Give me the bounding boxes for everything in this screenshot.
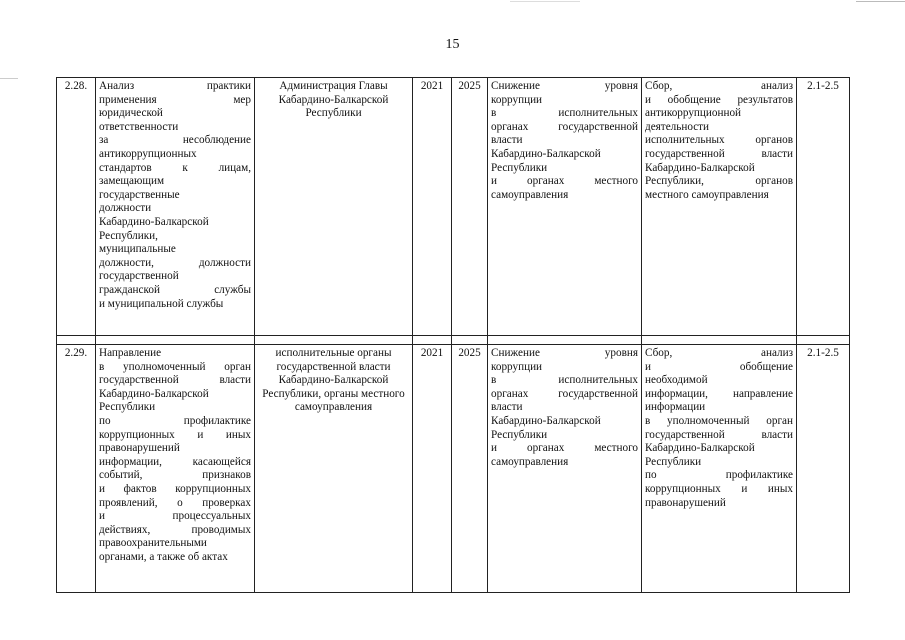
cell-line: органах государственной <box>491 387 638 400</box>
cell-line: замещающим <box>99 175 165 188</box>
cell-line: органами, а также об актах <box>99 550 228 563</box>
cell-line: коррупции <box>491 93 543 106</box>
cell-line: юридической <box>99 107 163 120</box>
cell-line: должности, должности <box>99 256 251 269</box>
cell-line: за несоблюдение <box>99 134 251 147</box>
cell-line: и фактов коррупционных <box>99 482 251 495</box>
cell-line: Кабардино-Балкарской <box>99 215 209 228</box>
spacer-cell <box>413 336 452 345</box>
scan-artifact-top-right <box>856 1 905 2</box>
cell-line: государственной власти <box>645 428 793 441</box>
cell-line: информации, направление <box>645 387 793 400</box>
cell-line: в исполнительных <box>491 107 638 120</box>
indicator <box>642 78 797 336</box>
spacer-cell <box>797 336 850 345</box>
start-year: 2021 <box>413 345 452 593</box>
cell-line: применения мер <box>99 93 251 106</box>
cell-line: Республики <box>645 455 702 468</box>
start-year: 2021 <box>413 78 452 336</box>
spacer-cell <box>642 336 797 345</box>
cell-line: Республики <box>491 161 548 174</box>
cell-line: коррупции <box>491 360 543 373</box>
cell-line: власти <box>491 401 523 414</box>
cell-line: государственной власти <box>99 374 251 387</box>
expected-result <box>488 345 642 593</box>
cell-line: Кабардино-Балкарской <box>491 414 601 427</box>
cell-line: исполнительных органов <box>645 134 793 147</box>
table-body <box>57 78 850 593</box>
cell-line: стандартов к лицам, <box>99 161 251 174</box>
cell-line: в уполномоченный орган <box>99 360 251 373</box>
cell-line: информации, касающейся <box>99 455 251 468</box>
cell-line: и органах местного <box>491 175 638 188</box>
cell-line: должности <box>99 202 152 215</box>
cell-line: по профилактике <box>99 414 251 427</box>
end-year: 2025 <box>452 345 488 593</box>
cell-line: государственной <box>99 270 179 283</box>
indicator <box>642 345 797 593</box>
measure-description <box>96 345 255 593</box>
scan-artifact-left <box>0 78 18 79</box>
cell-line: необходимой <box>645 374 708 387</box>
row-spacer <box>57 336 850 345</box>
cell-line: событий, признаков <box>99 469 251 482</box>
cell-line: самоуправления <box>491 188 569 201</box>
cell-line: Кабардино-Балкарской <box>491 147 601 160</box>
cell-line: Снижение уровня <box>491 80 638 92</box>
cell-line: органах государственной <box>491 120 638 133</box>
cell-line: государственной власти <box>645 147 793 160</box>
measure-description <box>96 78 255 336</box>
cell-line: гражданской службы <box>99 283 251 296</box>
cell-line: ответственности <box>99 120 179 133</box>
task-reference: 2.1-2.5 <box>797 345 850 593</box>
cell-line: и органах местного <box>491 442 638 455</box>
spacer-cell <box>255 336 413 345</box>
page-number: 15 <box>445 37 460 52</box>
cell-line: и обобщение результатов <box>645 93 793 106</box>
spacer-cell <box>57 336 96 345</box>
cell-line: правоохранительными <box>99 537 207 550</box>
cell-line: правонарушений <box>645 496 726 509</box>
cell-line: действиях, проводимых <box>99 523 251 536</box>
item-number: 2.28. <box>57 78 96 336</box>
task-reference: 2.1-2.5 <box>797 78 850 336</box>
cell-line: местного самоуправления <box>645 188 769 201</box>
cell-line: государственные <box>99 188 180 201</box>
cell-line: и обобщение <box>645 360 793 373</box>
cell-line: по профилактике <box>645 469 793 482</box>
cell-line: правонарушений <box>99 442 180 455</box>
cell-line: и муниципальной службы <box>99 297 224 310</box>
cell-line: Республики, органов <box>645 175 793 188</box>
table-row <box>57 78 850 336</box>
spacer-cell <box>96 336 255 345</box>
cell-line: Анализ практики <box>99 80 251 92</box>
cell-line: и процессуальных <box>99 510 251 523</box>
cell-line: деятельности <box>645 120 710 133</box>
cell-line: в уполномоченный орган <box>645 414 793 427</box>
expected-result <box>488 78 642 336</box>
cell-line: Кабардино-Балкарской <box>645 161 755 174</box>
cell-line: муниципальные <box>99 243 176 256</box>
cell-line: Сбор, анализ <box>645 80 793 92</box>
table-row <box>57 345 850 593</box>
executor: Администрация Главы Кабардино-Балкарской Республики <box>255 78 413 336</box>
scan-artifact-top-center <box>510 1 580 2</box>
cell-line: Снижение уровня <box>491 347 638 359</box>
cell-line: информации <box>645 401 706 414</box>
cell-line: антикоррупционных <box>99 147 197 160</box>
item-number: 2.29. <box>57 345 96 593</box>
spacer-cell <box>452 336 488 345</box>
cell-line: Направление <box>99 347 162 359</box>
cell-line: антикоррупционной <box>645 107 742 120</box>
cell-line: Кабардино-Балкарской <box>99 387 209 400</box>
cell-line: Республики, <box>99 229 158 242</box>
spacer-cell <box>488 336 642 345</box>
cell-line: коррупционных и иных <box>645 482 793 495</box>
cell-line: Кабардино-Балкарской <box>645 442 755 455</box>
cell-line: проявлений, о проверках <box>99 496 251 509</box>
measures-table <box>56 77 850 593</box>
cell-line: Республики <box>491 428 548 441</box>
cell-line: Республики <box>99 401 156 414</box>
end-year: 2025 <box>452 78 488 336</box>
cell-line: власти <box>491 134 523 147</box>
cell-line: в исполнительных <box>491 374 638 387</box>
cell-line: самоуправления <box>491 455 569 468</box>
cell-line: коррупционных и иных <box>99 428 251 441</box>
cell-line: Сбор, анализ <box>645 347 793 359</box>
executor: исполнительные органы государственной власти Кабардино-Балкарской Республики, органы местного самоуправления <box>255 345 413 593</box>
